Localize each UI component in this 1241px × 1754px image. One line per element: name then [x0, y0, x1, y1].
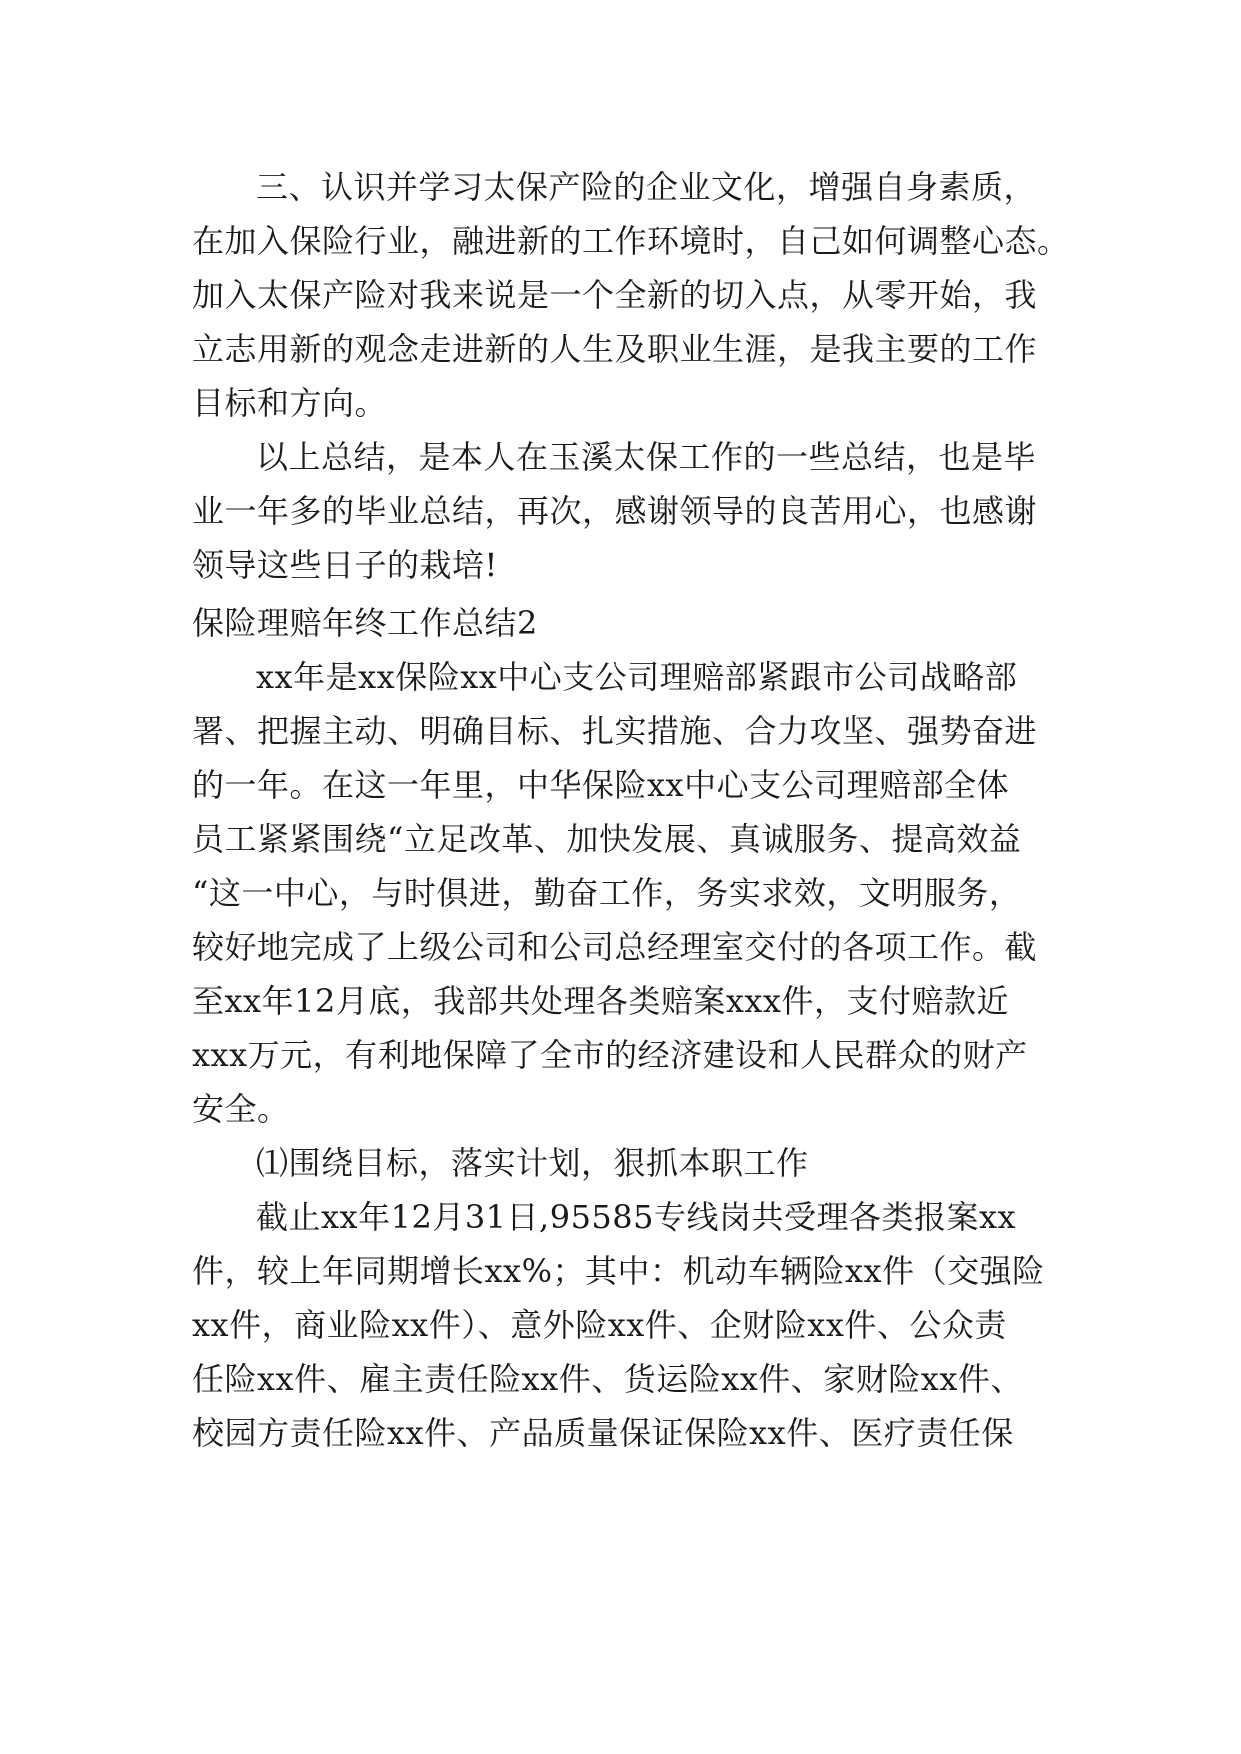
- paragraph-summary: [192, 430, 1072, 592]
- paragraph-line: 安全。: [192, 1090, 290, 1128]
- paragraph-line: xxx万元，有利地保障了全市的经济建设和人民群众的财产: [192, 1036, 1028, 1074]
- paragraph-line: xx年是xx保险xx中心支公司理赔部紧跟市公司战略部: [256, 658, 1018, 696]
- subsection-heading: [192, 1136, 1072, 1190]
- paragraph-line: 署、把握主动、明确目标、扎实措施、合力攻坚、强势奋进: [192, 712, 1038, 750]
- section-title: 保险理赔年终工作总结2: [192, 604, 538, 642]
- paragraph-line: “这一中心，与时俱进，勤奋工作，务实求效，文明服务，: [192, 874, 1022, 912]
- paragraph-line: 业一年多的毕业总结，再次，感谢领导的良苦用心，也感谢: [192, 492, 1038, 530]
- paragraph-line: 截止xx年12月31日,95585专线岗共受理各类报案xx: [256, 1198, 1017, 1236]
- paragraph-line: 领导这些日子的栽培!: [192, 546, 498, 584]
- section-heading: [192, 596, 1072, 650]
- paragraph-line: 以上总结，是本人在玉溪太保工作的一些总结，也是毕: [256, 438, 1037, 476]
- paragraph-line: 的一年。在这一年里，中华保险xx中心支公司理赔部全体: [192, 766, 1010, 804]
- paragraph-line: 在加入保险行业，融进新的工作环境时，自己如何调整心态。: [192, 222, 1070, 260]
- paragraph-line: 三、认识并学习太保产险的企业文化，增强自身素质，: [256, 168, 1037, 206]
- paragraph-line: 立志用新的观念走进新的人生及职业生涯，是我主要的工作: [192, 330, 1038, 368]
- paragraph-line: 至xx年12月底，我部共处理各类赔案xxx件，支付赔款近: [192, 982, 1009, 1020]
- subsection-title: ⑴围绕目标，落实计划，狠抓本职工作: [256, 1144, 809, 1182]
- paragraph-section-three: [192, 160, 1072, 430]
- document-body: [192, 160, 1072, 1460]
- paragraph-line: 加入太保产险对我来说是一个全新的切入点，从零开始，我: [192, 276, 1038, 314]
- paragraph-line: 件，较上年同期增长xx%；其中：机动车辆险xx件（交强险: [192, 1252, 1045, 1290]
- paragraph-line: 校园方责任险xx件、产品质量保证保险xx件、医疗责任保: [192, 1414, 1014, 1452]
- paragraph-line: 任险xx件、雇主责任险xx件、货运险xx件、家财险xx件、: [192, 1360, 1023, 1398]
- paragraph-line: 员工紧紧围绕“立足改革、加快发展、真诚服务、提高效益: [192, 820, 1022, 858]
- paragraph-claims-details: [192, 1190, 1072, 1460]
- paragraph-line: 较好地完成了上级公司和公司总经理室交付的各项工作。截: [192, 928, 1038, 966]
- paragraph-line: xx件，商业险xx件）、意外险xx件、企财险xx件、公众责: [192, 1306, 1007, 1344]
- paragraph-line: 目标和方向。: [192, 384, 388, 422]
- paragraph-claims-overview: [192, 650, 1072, 1136]
